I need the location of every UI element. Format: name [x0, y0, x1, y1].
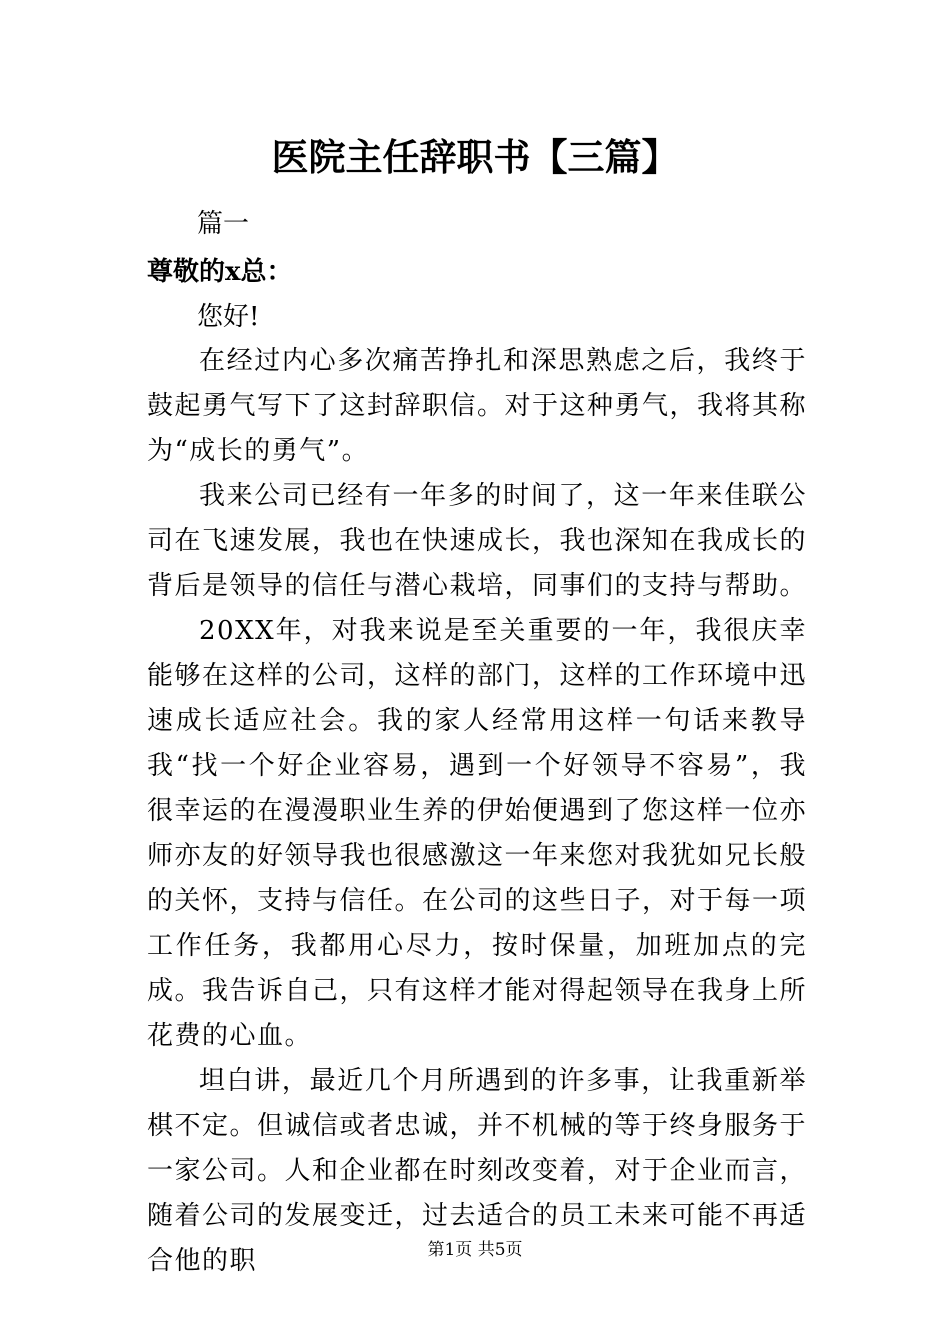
- paragraph: 在经过内心多次痛苦挣扎和深思熟虑之后，我终于鼓起勇气写下了这封辞职信。对于这种勇气，我将其称为“成长的勇气”。: [147, 346, 808, 466]
- paragraph: 20XX年，对我来说是至关重要的一年，我很庆幸能够在这样的公司，这样的部门，这样的工作环境中迅速成长适应社会。我的家人经常用这样一句话来教导我“找一个好企业容易，遇到一个好领导不容易”，我很幸运的在漫漫职业生养的伊始便遇到了您这样一位亦师亦友的好领导我也很感激这一年来您对我犹如兄长般的关怀，支持与信任。在公司的这些日子，对于每一项工作任务，我都用心尽力，按时保量，加班加点的完成。我告诉自己，只有这样才能对得起领导在我身上所花费的心血。: [147, 616, 808, 1051]
- greeting: 您好!: [197, 302, 260, 332]
- letter-body: [147, 339, 807, 1284]
- page-footer: 第1页 共5页: [427, 1240, 523, 1260]
- paragraph: 坦白讲，最近几个月所遇到的许多事，让我重新举棋不定。但诚信或者忠诚，并不机械的等于终身服务于一家公司。人和企业都在时刻改变着，对于企业而言，随着公司的发展变迁，过去适合的员工未来可能不再适合他的职: [147, 1066, 808, 1276]
- paragraph: 我来公司已经有一年多的时间了，这一年来佳联公司在飞速发展，我也在快速成长，我也深知在我成长的背后是领导的信任与潜心栽培，同事们的支持与帮助。: [147, 481, 808, 601]
- section-heading: 篇一: [197, 209, 250, 239]
- document-title: 医院主任辞职书【三篇】: [271, 135, 679, 179]
- salutation: 尊敬的x总：: [147, 257, 293, 287]
